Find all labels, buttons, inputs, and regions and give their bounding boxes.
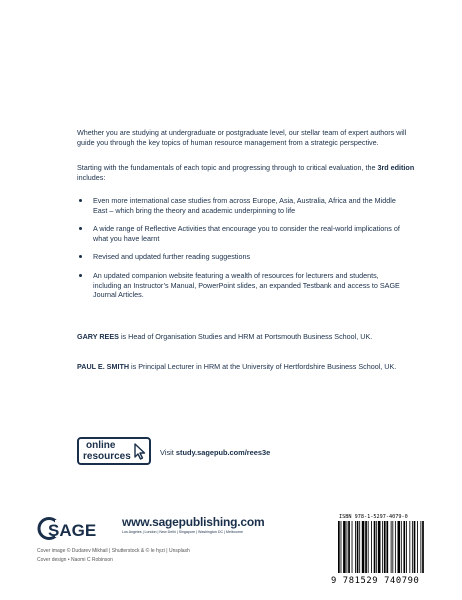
barcode-bar bbox=[362, 521, 365, 573]
online-label: online bbox=[86, 440, 116, 451]
author-bio-rees bbox=[77, 332, 407, 342]
author-name: GARY REES bbox=[77, 332, 119, 341]
visit-label: Visit bbox=[160, 448, 176, 457]
barcode-bar bbox=[378, 521, 381, 573]
cover-image-credit: Cover image © Dudarev Mikhail | Shutterstock & © le hyzi | Unsplash bbox=[37, 548, 190, 554]
publisher-cities: Los Angeles | London | New Delhi | Singapore | Washington DC | Melbourne bbox=[122, 530, 244, 534]
barcode-bar bbox=[422, 521, 424, 573]
barcode-bar bbox=[341, 521, 342, 573]
edition-text-after: includes: bbox=[77, 172, 106, 182]
barcode-bar bbox=[357, 521, 359, 573]
barcode-bar bbox=[386, 521, 388, 573]
online-resources-badge bbox=[77, 437, 151, 465]
barcode-bar bbox=[420, 521, 421, 573]
barcode-bar bbox=[368, 521, 369, 573]
feature-item: A wide range of Reflective Activities that encourage you to consider the real-world implications of what you have learnt bbox=[77, 224, 407, 243]
barcode-bar bbox=[395, 521, 396, 573]
barcode-bar bbox=[412, 521, 413, 573]
resources-label: resources bbox=[83, 451, 131, 462]
intro-paragraph: Whether you are studying at undergraduate or postgraduate level, our stellar team of expert authors will guide you through the key topics of human resource management from a strategic perspective. bbox=[77, 128, 407, 147]
author-bio-smith bbox=[77, 362, 407, 372]
feature-list bbox=[77, 196, 407, 309]
sage-logo-text: SAGE bbox=[48, 521, 97, 540]
author-desc: is Head of Organisation Studies and HRM at Portsmouth Business School, UK. bbox=[118, 332, 373, 341]
barcode-bar bbox=[365, 521, 367, 573]
feature-item: Even more international case studies from across Europe, Asia, Australia, Africa and the Middle East – which bring the theory and academic underpinning to life bbox=[77, 196, 407, 215]
visit-text bbox=[160, 448, 270, 457]
publisher-url[interactable]: www.sagepublishing.com bbox=[122, 515, 265, 529]
barcode-bar bbox=[392, 521, 393, 573]
edition-text-before: Starting with the fundamentals of each topic and progressing through to critical evaluation, the bbox=[77, 163, 378, 172]
barcode-bar bbox=[348, 521, 350, 573]
isbn-label: ISBN 978-1-5297-4079-0 bbox=[339, 514, 408, 520]
barcode-bar bbox=[343, 521, 346, 573]
barcode-bar bbox=[352, 521, 353, 573]
companion-website-link[interactable]: study.sagepub.com/rees3e bbox=[175, 448, 271, 457]
barcode-bar bbox=[376, 521, 377, 573]
barcode-bar bbox=[406, 521, 407, 573]
barcode-bar bbox=[401, 521, 402, 573]
barcode-bar bbox=[371, 521, 372, 573]
sage-logo-icon bbox=[37, 516, 121, 542]
author-desc: is Principal Lecturer in HRM at the University of Hertfordshire Business School, UK. bbox=[129, 362, 397, 371]
barcode-bar bbox=[338, 521, 340, 573]
edition-label: 3rd edition bbox=[377, 163, 415, 172]
barcode-bar bbox=[359, 521, 360, 573]
barcode-bar bbox=[398, 521, 401, 573]
barcode-digits: 9 781529 740790 bbox=[331, 576, 420, 586]
author-name: PAUL E. SMITH bbox=[77, 362, 130, 371]
cursor-icon bbox=[134, 443, 147, 460]
barcode-bar bbox=[391, 521, 392, 573]
barcode-bar bbox=[382, 521, 383, 573]
barcode-bar bbox=[417, 521, 418, 573]
cover-design-credit: Cover design • Naomi C Robinson bbox=[37, 557, 113, 563]
barcode-bar bbox=[414, 521, 416, 573]
barcode-icon bbox=[332, 521, 427, 575]
barcode-bar bbox=[403, 521, 405, 573]
edition-paragraph bbox=[77, 163, 417, 182]
feature-item: Revised and updated further reading suggestions bbox=[77, 252, 407, 262]
barcode-bar bbox=[347, 521, 348, 573]
barcode-bar bbox=[384, 521, 386, 573]
barcode-bar bbox=[374, 521, 376, 573]
barcode-bar bbox=[409, 521, 410, 573]
barcode-bar bbox=[355, 521, 356, 573]
feature-item: An updated companion website featuring a wealth of resources for lecturers and students, including an Instructor’s Manual, PowerPoint slides, an expanded Testbank and access to SAGE Journal Articles. bbox=[77, 271, 407, 300]
